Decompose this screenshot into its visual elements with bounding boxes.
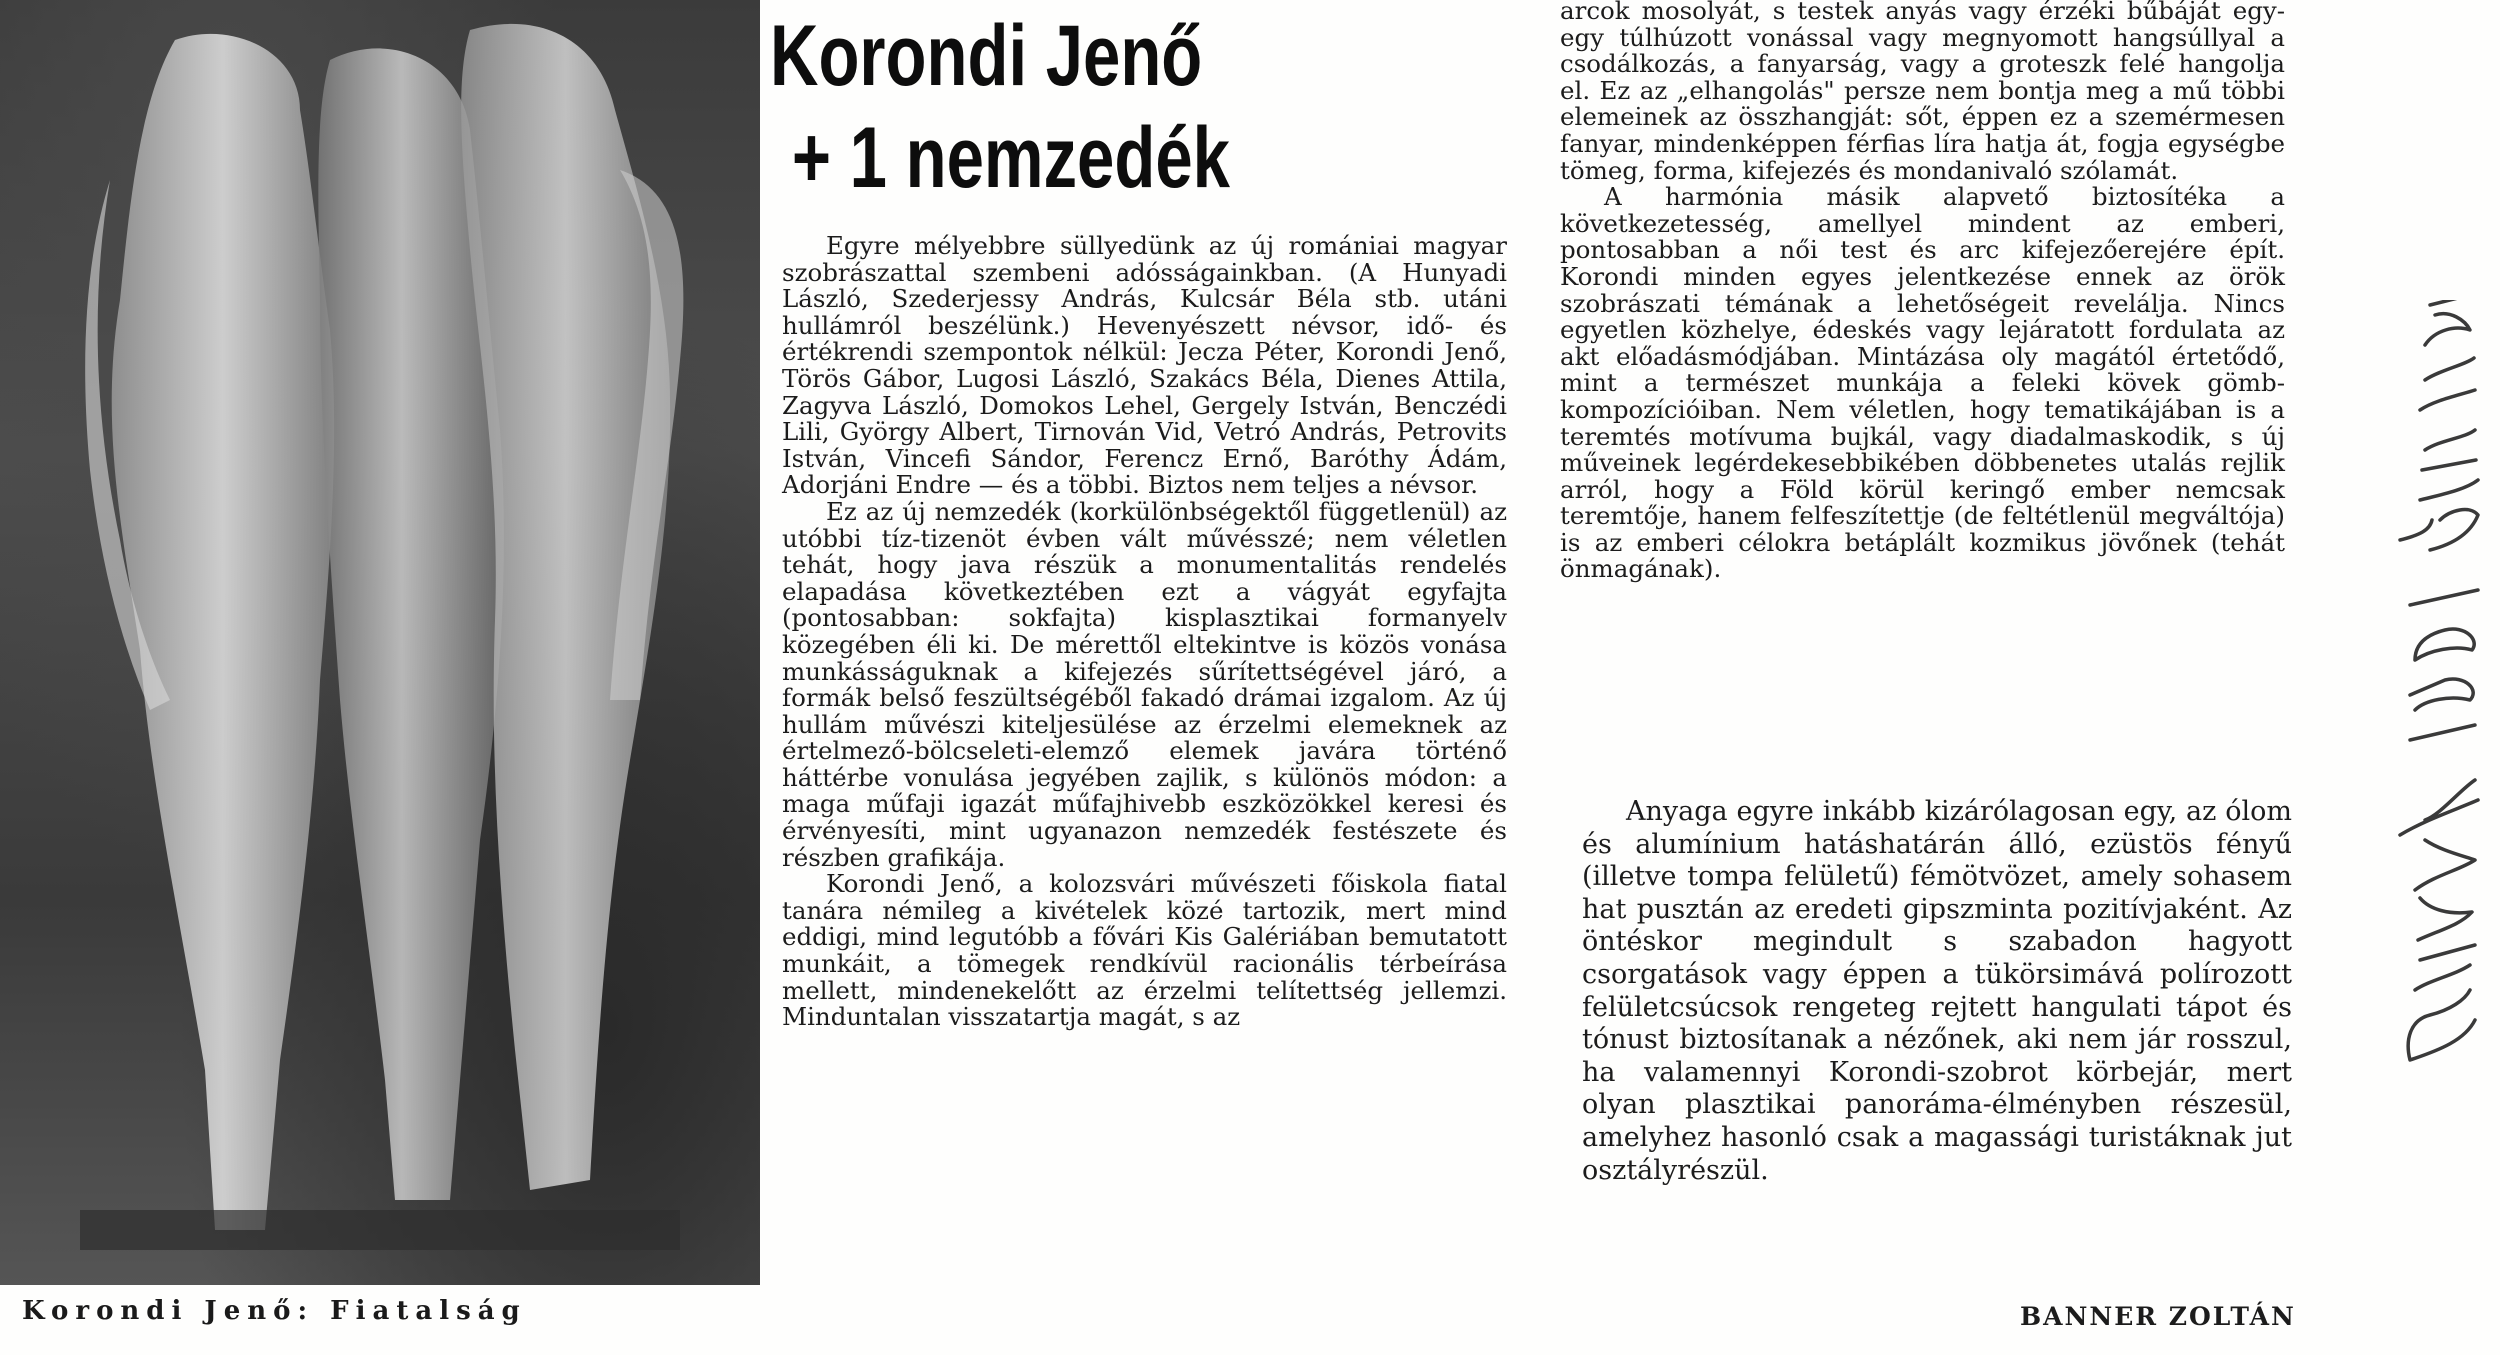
paragraph: Ez az új nemzedék (korkülönbségektől függetlenül) az utóbbi tíz-tizenöt évben vált művésszé; nem véletlen tehát, hogy java részük a monumentalitás rendelés elapadása következtében ezt a vágyát egyfajta (pontosabban: sokfajta) kisplasztikai formanyelv közegében éli ki. De mérettől eltekintve is közös vonása munkásságuknak a kifejezés sűrítettségével járó, a formák belső feszültségéből fakadó drámai izgalom. Az új hullám művészi kiteljesülése az érzelmi elemeknek az értelmező-bölcseleti-elemző elemek javára történő háttérbe vonulása jegyében zajlik, s különös módon: a maga műfaji igazát műfajhivebb eszközökkel keresi és érvényesíti, mint ugyanazon nemzedék festészete és részben grafikája. xyxy=(782,496,1507,872)
paragraph: Anyaga egyre inkább kizárólagosan egy, az ólom és alumínium hatáshatárán álló, ezüstös fényű (illetve tompa felületű) fémötvözet, amely sohasem hat pusztán az eredeti gipszminta pozitívjaként. Az öntéskor megindult s szabadon hagyott csorgatások vagy éppen a tükörsimává polírozott felületcsúcsok rengeteg rejtett hangulati tápot és tónust biztosítanak a nézőnek, aki nem jár rosszul, ha valamennyi Korondi-szobrot körbejár, mert olyan plasztikai panoráma-élményben részesül, amelyhez hasonló csak a magassági turistáknak jut osztályrészül. xyxy=(1582,796,2292,1186)
headline xyxy=(770,6,1363,211)
paragraph: Egyre mélyebbre süllyedünk az új romániai magyar szobrászattal szembeni adósságainkban. (A Hunyadi László, Szederjessy András, Kulcsár Béla stb. utáni hullámról beszélünk.) Hevenyészett névsor, idő- és értékrendi szempontok nélkül: Jecza Péter, Korondi Jenő, Törös Gábor, Lugosi László, Szakács Béla, Dienes Attila, Zagyva László, Domokos Lehel, Gergely István, Benczédi Lili, György Albert, Tirnován Vid, Vetró András, Petrovits István, Vincefi Sándor, Ferencz Ernő, Baróthy Ádám, Adorjáni Endre — és a többi. Biztos nem teljes a névsor. xyxy=(782,231,1507,500)
article-column-2-lower xyxy=(1582,796,2292,1187)
photo-caption: Korondi Jenő: Fiatalság xyxy=(22,1296,527,1326)
handwritten-note xyxy=(2370,300,2490,1080)
author-byline: BANNER ZOLTÁN xyxy=(2020,1302,2296,1331)
article-column-2-upper xyxy=(1560,0,2285,583)
article-column-1 xyxy=(782,233,1507,1031)
headline-line-1: Korondi Jenő xyxy=(770,8,1203,104)
paragraph: arcok mosolyát, s testek anyás vagy érzéki bűbáját egy-egy túlhúzott vonással vagy megnyomott hangsúllyal a csodálkozás, a fanyarság, vagy a groteszk felé hangolja el. Ez az „elhangolás" persze nem bontja meg a mű többi elemeinek az összhangját: sőt, éppen ez a szemérmesen fanyar, mindenképpen férfias líra hatja át, fogja egységbe tömeg, forma, kifejezés és mondanivaló szólamát. xyxy=(1560,0,2285,185)
headline-line-2: + 1 nemzedék xyxy=(791,110,1230,206)
sculpture-figures xyxy=(0,0,760,1285)
sculpture-photograph xyxy=(0,0,760,1285)
paragraph: A harmónia másik alapvető biztosítéka a következetesség, amellyel mindent az emberi, pontosabban a női test és arc kifejezőerejére épít. Korondi minden egyes jelentkezése ennek az örök szobrászati témának a lehetőségeit revelálja. Nincs egyetlen közhelye, édeskés vagy lejáratott fordulata az akt előadásmódjában. Mintázása oly magától értetődő, mint a természet munkája a feleki kövek gömb-kompozícióiban. Nem véletlen, hogy tematikájában is a teremtés motívuma bujkál, vagy diadalmaskodik, s új műveinek legérdekesebbikében döbbenetes utalás rejlik arról, hogy a Föld körül keringő ember nemcsak teremtője, hanem felfeszítettje (de feltétlenül megváltója) is az emberi célokra betáplált kozmikus jövőnek (tehát önmagának). xyxy=(1560,182,2285,584)
paragraph: Korondi Jenő, a kolozsvári művészeti főiskola fiatal tanára némileg a kivételek közé tartozik, mert mind eddigi, mind legutóbb a fővári Kis Galériában bemutatott munkáit, a tömegek rendkívül racionális térbeírása mellett, mindenekelőtt az érzelmi telítettség jellemzi. Minduntalan visszatartja magát, s az xyxy=(782,869,1507,1032)
